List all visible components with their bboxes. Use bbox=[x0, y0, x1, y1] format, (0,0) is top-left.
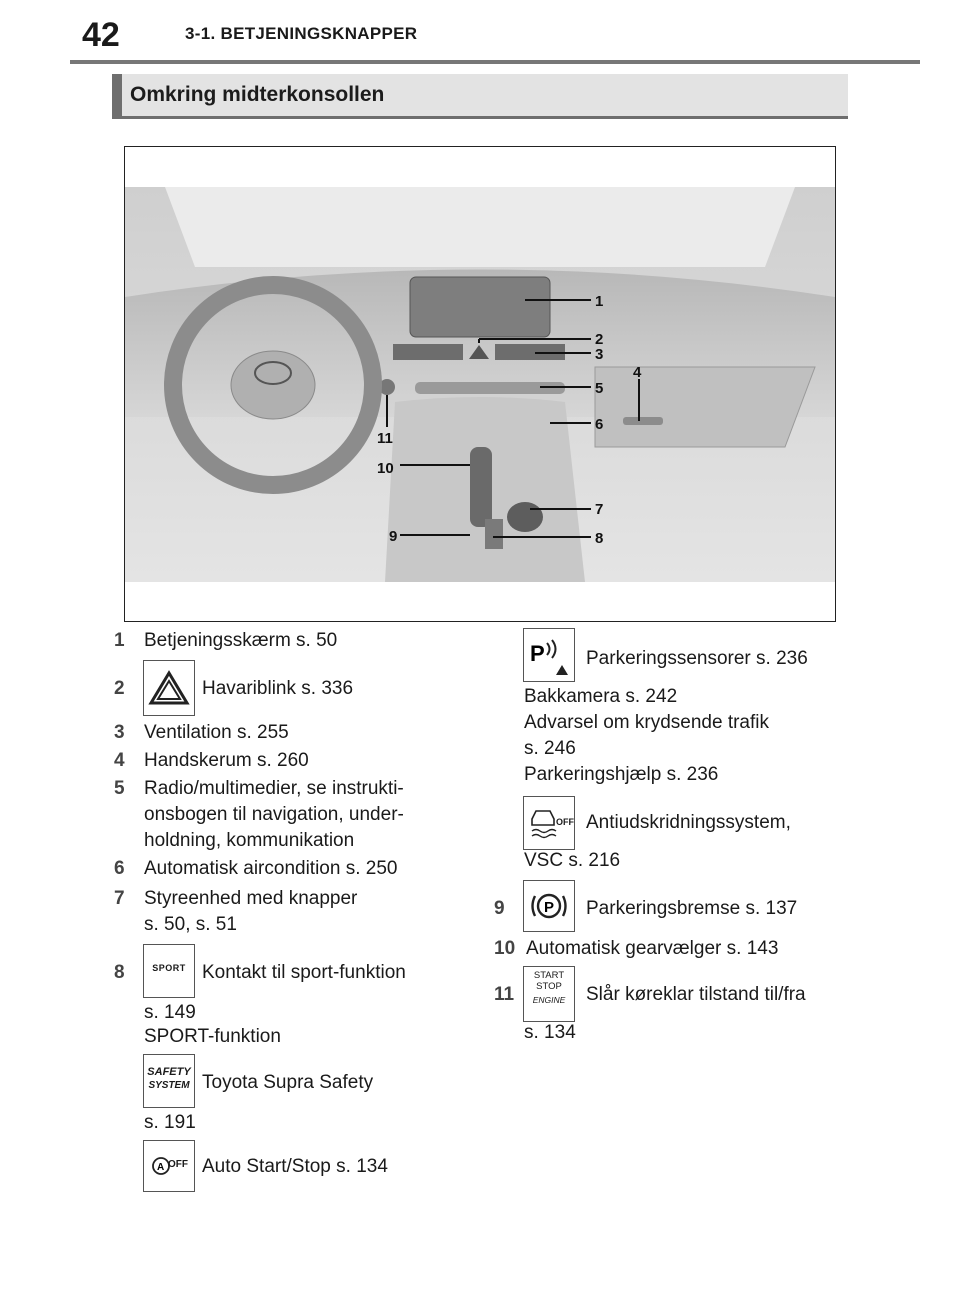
safety-system-icon: SAFETY SYSTEM bbox=[143, 1054, 195, 1108]
list-item bbox=[114, 1054, 454, 1138]
item-text-cont: VSC s. 216 bbox=[524, 850, 621, 871]
callout-4: 4 bbox=[633, 364, 642, 381]
gear-selector bbox=[470, 447, 492, 527]
item-text: Havariblink s. 336 bbox=[202, 678, 354, 699]
list-item bbox=[114, 1140, 454, 1194]
item-text-line: Radio/multimedier, se instrukti- bbox=[144, 778, 404, 799]
page-header bbox=[70, 14, 920, 58]
item-text-cont: s. 149 bbox=[144, 1002, 196, 1023]
svg-text:P: P bbox=[544, 899, 555, 916]
item-number: 6 bbox=[114, 858, 125, 879]
item-number: 4 bbox=[114, 750, 125, 771]
page-number: 42 bbox=[82, 16, 120, 54]
infotainment-screen bbox=[410, 277, 550, 337]
vsc-off-icon: OFF bbox=[523, 796, 575, 850]
glovebox bbox=[595, 367, 815, 447]
item-text-line: onsbogen til navigation, under- bbox=[144, 804, 404, 825]
parking-brake-icon bbox=[523, 880, 575, 932]
glovebox-handle bbox=[623, 417, 663, 425]
item-number: 9 bbox=[494, 898, 505, 919]
callout-9: 9 bbox=[389, 528, 398, 545]
item-text: Parkeringssensorer s. 236 bbox=[586, 648, 808, 669]
console-switches bbox=[485, 519, 503, 549]
windshield bbox=[165, 187, 795, 267]
item-text: Ventilation s. 255 bbox=[144, 722, 289, 743]
section-heading bbox=[112, 74, 848, 118]
list-item bbox=[494, 966, 854, 1050]
svg-text:A: A bbox=[157, 1162, 165, 1173]
callout-7: 7 bbox=[595, 501, 604, 518]
item-text: Parkeringsbremse s. 137 bbox=[586, 898, 798, 919]
item-number: 5 bbox=[114, 778, 125, 799]
start-stop-engine-icon: START STOP ENGINE bbox=[523, 966, 575, 1022]
item-number: 8 bbox=[114, 962, 125, 983]
item-text: Slår køreklar tilstand til/fra bbox=[586, 984, 806, 1005]
list-item bbox=[114, 944, 454, 1050]
callout-1: 1 bbox=[595, 293, 604, 310]
item-text-cont: s. 191 bbox=[144, 1112, 196, 1133]
item-number: 11 bbox=[494, 984, 515, 1005]
callout-2: 2 bbox=[595, 331, 604, 348]
item-text: Automatisk aircondition s. 250 bbox=[144, 858, 398, 879]
left-center-vent bbox=[393, 344, 463, 360]
sport-icon: SPORT bbox=[143, 944, 195, 998]
idrive-controller bbox=[507, 502, 543, 532]
item-text-extra: SPORT-funktion bbox=[144, 1026, 281, 1047]
item-number: 7 bbox=[114, 888, 125, 909]
hazard-warning-icon bbox=[143, 660, 195, 716]
callout-11: 11 bbox=[377, 430, 393, 447]
callout-8: 8 bbox=[595, 530, 604, 547]
item-text-cont: s. 134 bbox=[524, 1022, 576, 1043]
item-text-line: s. 50, s. 51 bbox=[144, 914, 237, 935]
list-item bbox=[494, 880, 854, 934]
section-divider bbox=[112, 116, 848, 119]
item-text-line: Parkeringshjælp s. 236 bbox=[524, 764, 719, 785]
callout-5: 5 bbox=[595, 380, 604, 397]
header-divider bbox=[70, 60, 920, 64]
chapter-title: 3-1. BETJENINGSKNAPPER bbox=[185, 24, 418, 43]
item-number: 2 bbox=[114, 678, 125, 699]
section-title: Omkring midterkonsollen bbox=[130, 83, 385, 106]
item-text: Auto Start/Stop s. 134 bbox=[202, 1156, 388, 1177]
dashboard-drawing bbox=[125, 147, 835, 621]
item-number: 10 bbox=[494, 938, 516, 959]
item-text-line: Styreenhed med knapper bbox=[144, 888, 358, 909]
svg-text:P: P bbox=[530, 641, 545, 666]
dashboard-illustration bbox=[124, 146, 836, 622]
parking-sensor-icon bbox=[523, 628, 575, 682]
item-number: 1 bbox=[114, 630, 125, 651]
list-item bbox=[114, 660, 454, 718]
item-text-line: holdning, kommunikation bbox=[144, 830, 355, 851]
item-text-line: Advarsel om krydsende trafik bbox=[524, 712, 769, 733]
item-text: Automatisk gearvælger s. 143 bbox=[526, 938, 779, 959]
item-text-line: Bakkamera s. 242 bbox=[524, 686, 678, 707]
item-number: 3 bbox=[114, 722, 125, 743]
list-item bbox=[494, 796, 854, 876]
list-item bbox=[494, 628, 854, 684]
callout-10: 10 bbox=[377, 460, 394, 477]
auto-start-stop-off-icon: A OFF bbox=[143, 1140, 195, 1192]
item-text: Toyota Supra Safety bbox=[202, 1072, 374, 1093]
section-accent-bar bbox=[112, 74, 122, 118]
item-text: Betjeningsskærm s. 50 bbox=[144, 630, 338, 651]
callout-6: 6 bbox=[595, 416, 604, 433]
callout-3: 3 bbox=[595, 346, 604, 363]
item-text: Handskerum s. 260 bbox=[144, 750, 309, 771]
item-text: Antiudskridningssystem, bbox=[586, 812, 791, 833]
item-text: Kontakt til sport-funktion bbox=[202, 962, 406, 983]
item-text-line: s. 246 bbox=[524, 738, 576, 759]
